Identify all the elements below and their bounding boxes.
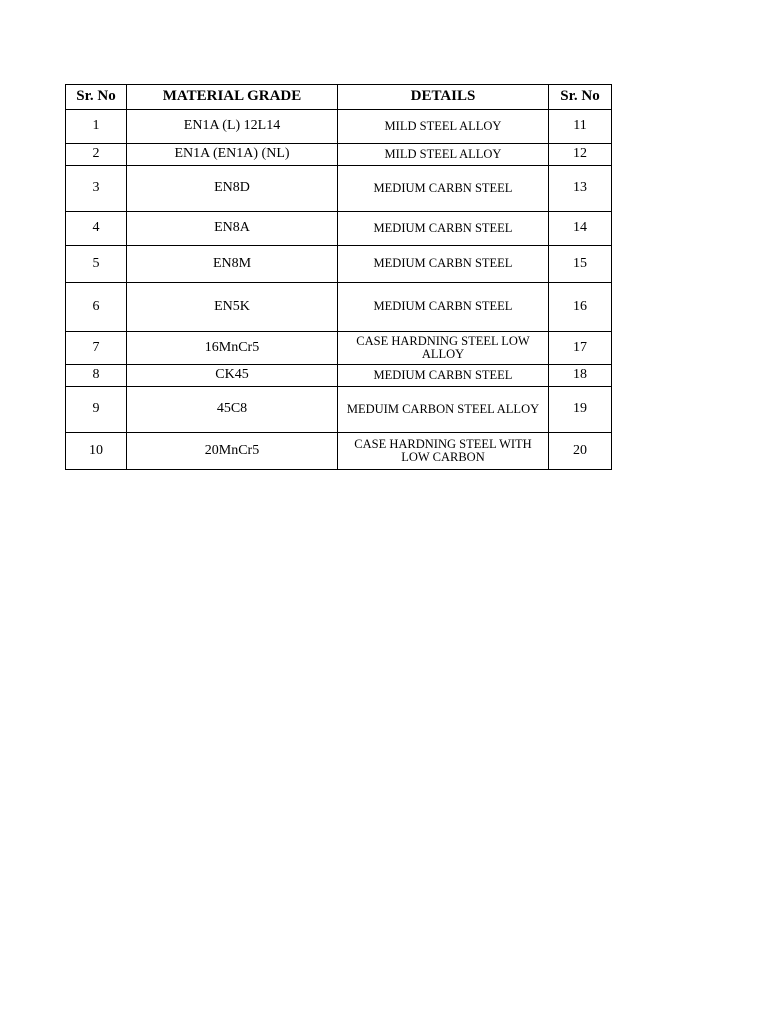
sr-no-cell: 15 bbox=[549, 246, 612, 283]
sr-no-cell: 3 bbox=[66, 166, 127, 212]
material-grade-cell: 16MnCr5 bbox=[127, 332, 338, 365]
table-row bbox=[66, 387, 612, 433]
material-grade-cell: EN1A (EN1A) (NL) bbox=[127, 144, 338, 166]
details-cell: CASE HARDNING STEEL WITH LOW CARBON bbox=[338, 433, 549, 470]
sr-no-cell: 5 bbox=[66, 246, 127, 283]
details-cell: MEDUIM CARBON STEEL ALLOY bbox=[338, 387, 549, 433]
sr-no-cell: 7 bbox=[66, 332, 127, 365]
sr-no-cell: 9 bbox=[66, 387, 127, 433]
material-grade-cell: EN5K bbox=[127, 283, 338, 332]
sr-no-cell: 4 bbox=[66, 212, 127, 246]
details-cell: MILD STEEL ALLOY bbox=[338, 144, 549, 166]
sr-no-cell: 1 bbox=[66, 110, 127, 144]
sr-no-cell: 14 bbox=[549, 212, 612, 246]
sr-no-cell: 10 bbox=[66, 433, 127, 470]
sr-no-cell: 19 bbox=[549, 387, 612, 433]
sr-no-cell: 20 bbox=[549, 433, 612, 470]
sr-no-cell: 6 bbox=[66, 283, 127, 332]
table-row bbox=[66, 110, 612, 144]
material-grade-cell: EN8A bbox=[127, 212, 338, 246]
sr-no-cell: 12 bbox=[549, 144, 612, 166]
table-row bbox=[66, 166, 612, 212]
material-grade-cell: EN8M bbox=[127, 246, 338, 283]
material-grade-cell: CK45 bbox=[127, 365, 338, 387]
sr-no-cell: 13 bbox=[549, 166, 612, 212]
header-material-grade: MATERIAL GRADE bbox=[127, 85, 338, 110]
header-sr-no-right: Sr. No bbox=[549, 85, 612, 110]
details-cell: MEDIUM CARBN STEEL bbox=[338, 212, 549, 246]
sr-no-cell: 17 bbox=[549, 332, 612, 365]
table-row bbox=[66, 433, 612, 470]
sr-no-cell: 18 bbox=[549, 365, 612, 387]
table-row bbox=[66, 246, 612, 283]
details-cell: MILD STEEL ALLOY bbox=[338, 110, 549, 144]
material-grade-table bbox=[65, 84, 612, 470]
sr-no-cell: 8 bbox=[66, 365, 127, 387]
details-cell: CASE HARDNING STEEL LOW ALLOY bbox=[338, 332, 549, 365]
table-row bbox=[66, 212, 612, 246]
material-grade-cell: 45C8 bbox=[127, 387, 338, 433]
header-sr-no-left: Sr. No bbox=[66, 85, 127, 110]
material-grade-cell: EN8D bbox=[127, 166, 338, 212]
sr-no-cell: 16 bbox=[549, 283, 612, 332]
table-row bbox=[66, 283, 612, 332]
sr-no-cell: 2 bbox=[66, 144, 127, 166]
table-row bbox=[66, 365, 612, 387]
material-grade-cell: EN1A (L) 12L14 bbox=[127, 110, 338, 144]
details-cell: MEDIUM CARBN STEEL bbox=[338, 365, 549, 387]
header-details: DETAILS bbox=[338, 85, 549, 110]
sr-no-cell: 11 bbox=[549, 110, 612, 144]
details-cell: MEDIUM CARBN STEEL bbox=[338, 283, 549, 332]
table-header-row bbox=[66, 85, 612, 110]
details-cell: MEDIUM CARBN STEEL bbox=[338, 246, 549, 283]
material-grade-cell: 20MnCr5 bbox=[127, 433, 338, 470]
details-cell: MEDIUM CARBN STEEL bbox=[338, 166, 549, 212]
table-row bbox=[66, 144, 612, 166]
table-row bbox=[66, 332, 612, 365]
